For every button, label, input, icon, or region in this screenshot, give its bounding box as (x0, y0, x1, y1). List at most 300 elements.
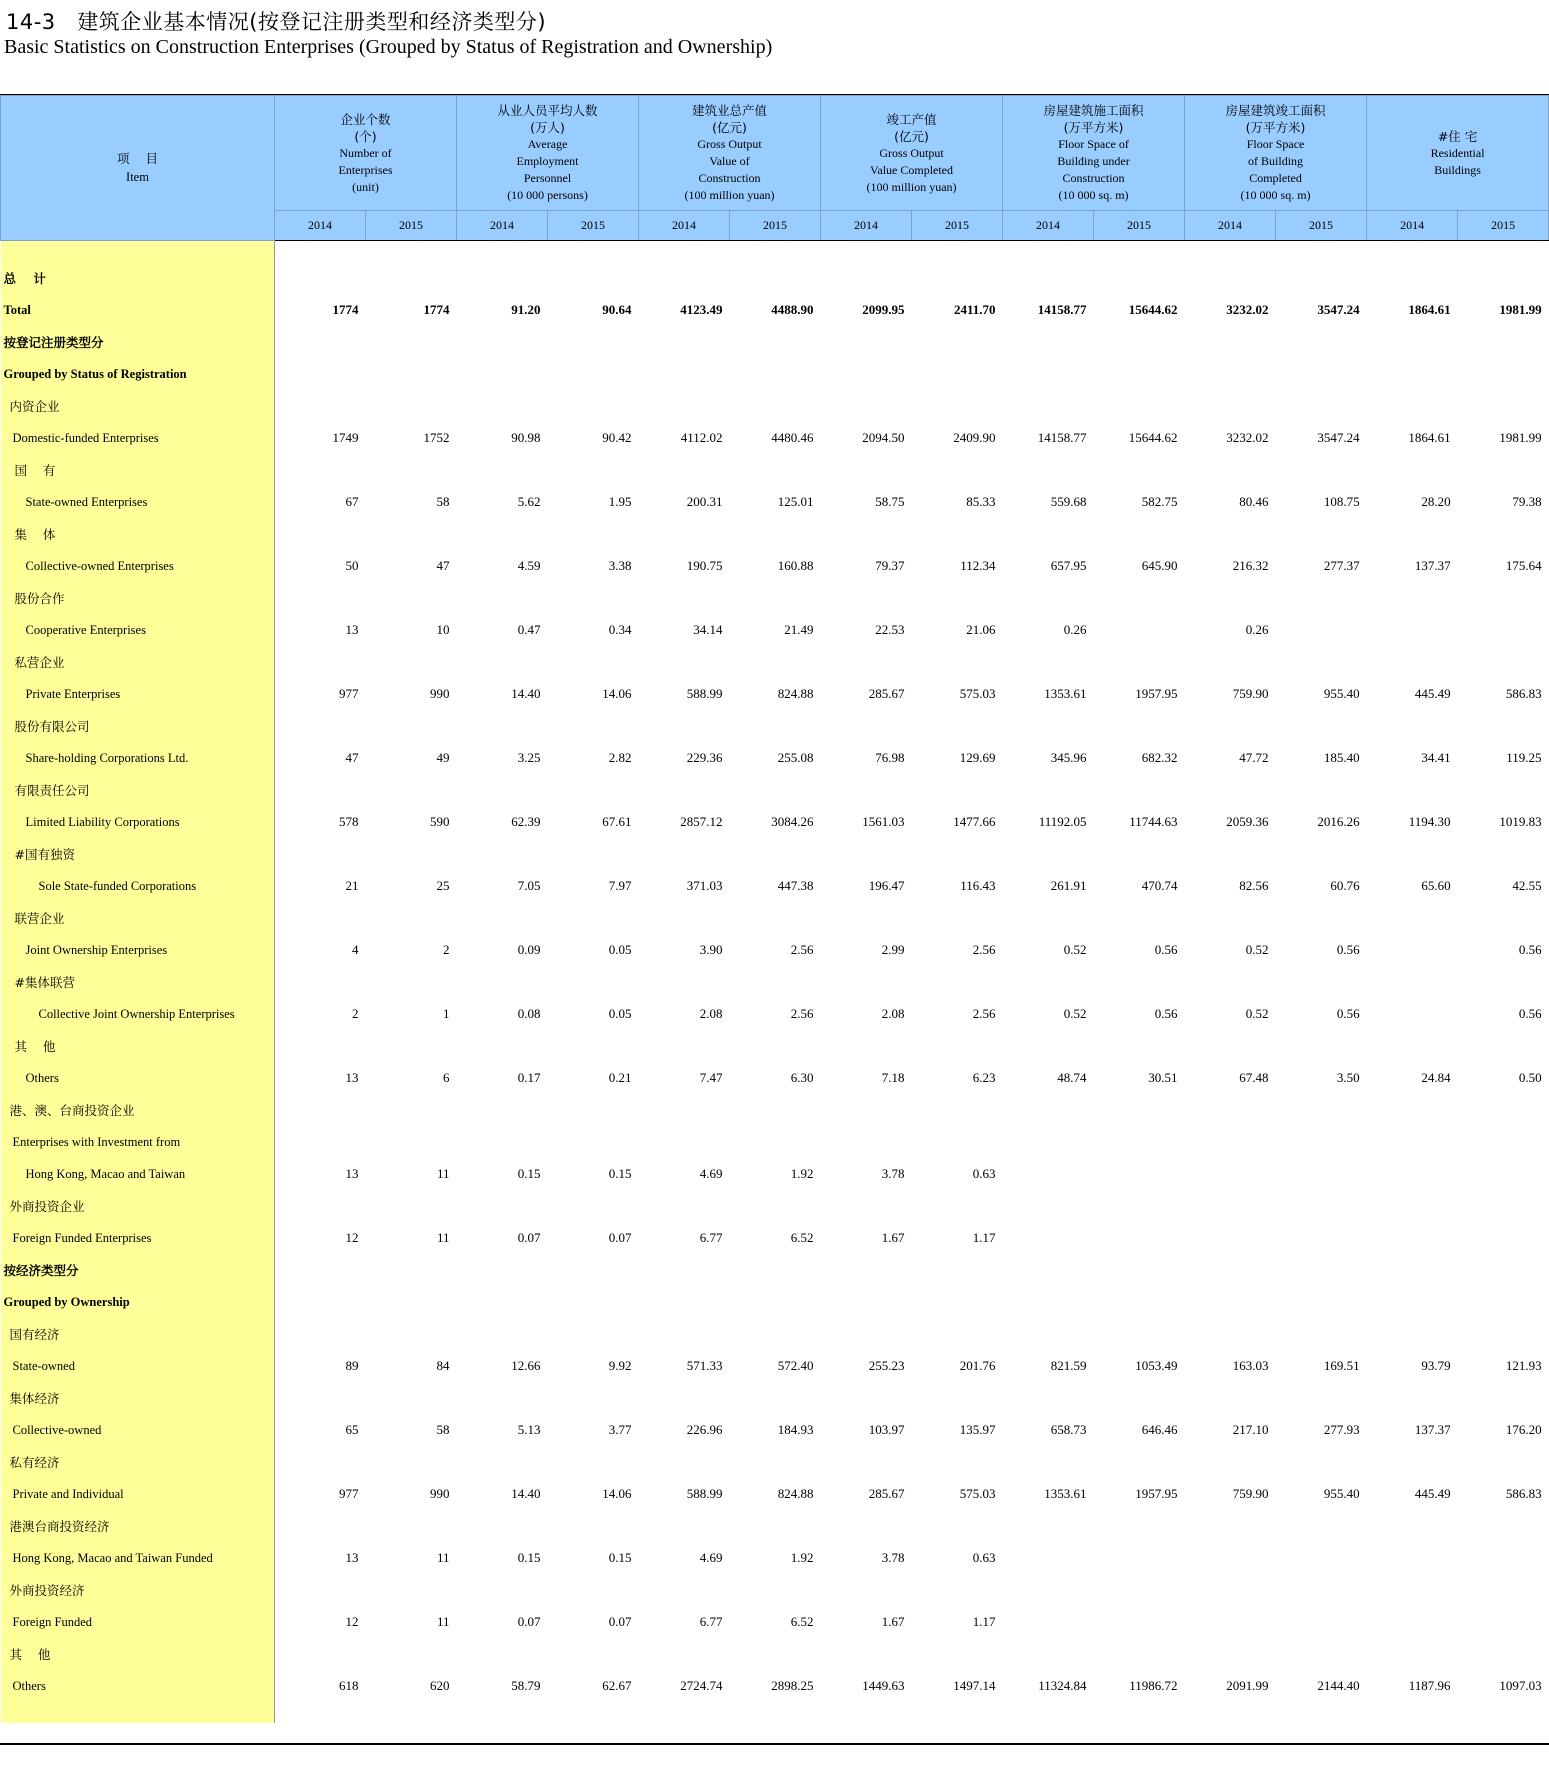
table-cell: 7.05 (517, 878, 541, 893)
table-cell (1367, 326, 1458, 358)
table-cell (821, 1254, 912, 1286)
table-cell: 190.75 (686, 558, 723, 573)
table-cell: 1.92 (790, 1550, 814, 1565)
row-label: Cooperative Enterprises (1, 614, 275, 646)
table-cell (366, 774, 457, 806)
table-cell (457, 1510, 548, 1542)
table-cell (275, 710, 366, 742)
table-cell (1094, 774, 1185, 806)
table-cell (912, 646, 1003, 678)
table-cell: 4.59 (517, 558, 541, 573)
table-cell (548, 1126, 639, 1158)
table-cell (912, 710, 1003, 742)
statistics-table-wrapper (0, 95, 1549, 1723)
table-cell: 30.51 (1148, 1070, 1178, 1085)
table-cell (1094, 1254, 1185, 1286)
table-cell (366, 902, 457, 934)
table-cell: 0.21 (608, 1070, 632, 1085)
table-cell (457, 262, 548, 294)
table-cell: 47 (345, 750, 359, 765)
table-cell (1276, 1542, 1367, 1574)
table-cell (1094, 1158, 1185, 1190)
table-cell (1185, 454, 1276, 486)
table-cell (366, 582, 457, 614)
table-cell (730, 1446, 821, 1478)
table-cell: 21 (345, 878, 359, 893)
table-cell: 108.75 (1323, 494, 1360, 509)
table-cell: 34.14 (693, 622, 723, 637)
table-cell (912, 1382, 1003, 1414)
table-cell: 3.38 (608, 558, 632, 573)
table-cell (912, 966, 1003, 998)
row-label: 外商投资企业 (1, 1190, 275, 1222)
table-cell: 119.25 (1506, 750, 1542, 765)
table-cell (1458, 1286, 1549, 1318)
header-year: 2015 (912, 211, 1003, 241)
table-cell (1458, 646, 1549, 678)
table-cell: 184.93 (777, 1422, 814, 1437)
table-cell (730, 1382, 821, 1414)
table-cell (1094, 1094, 1185, 1126)
table-cell (639, 582, 730, 614)
table-cell (1367, 582, 1458, 614)
table-cell (730, 966, 821, 998)
table-cell (1185, 518, 1276, 550)
table-cell (457, 646, 548, 678)
header-year: 2015 (1276, 211, 1367, 241)
table-cell (548, 1254, 639, 1286)
table-cell (730, 262, 821, 294)
header-unit-cn: (万平方米) (1063, 120, 1124, 135)
table-cell: 572.40 (777, 1358, 814, 1373)
table-cell: 58.75 (875, 494, 905, 509)
table-cell: 4123.49 (680, 302, 723, 317)
table-cell (275, 241, 366, 263)
table-row (1, 241, 1549, 263)
table-cell (1003, 1510, 1094, 1542)
table-cell (1367, 1094, 1458, 1126)
table-cell (548, 1638, 639, 1670)
table-cell: 3084.26 (771, 814, 814, 829)
table-row (1, 486, 1549, 518)
header-unit-cn: (个) (354, 128, 377, 144)
table-cell: 1353.61 (1044, 686, 1087, 701)
row-label: 有限责任公司 (1, 774, 275, 806)
table-cell (1003, 1254, 1094, 1286)
table-cell: 277.37 (1323, 558, 1360, 573)
table-cell: 21.06 (966, 622, 996, 637)
table-cell: 5.62 (517, 494, 541, 509)
table-cell (457, 1638, 548, 1670)
table-cell: 2724.74 (680, 1678, 723, 1693)
table-cell (1276, 582, 1367, 614)
table-cell (639, 1702, 730, 1723)
header-unit-cn: (万人) (530, 120, 565, 135)
table-cell (1458, 1094, 1549, 1126)
table-cell (1003, 390, 1094, 422)
table-cell (275, 1318, 366, 1350)
table-cell: 0.50 (1518, 1070, 1542, 1085)
table-cell: 4112.02 (680, 430, 723, 445)
table-cell: 58.79 (511, 1678, 541, 1693)
table-cell: 7.18 (881, 1070, 905, 1085)
header-value-completed (821, 96, 1003, 211)
table-cell (275, 1638, 366, 1670)
header-label-en: Gross Output (879, 145, 944, 160)
table-cell: 196.47 (868, 878, 905, 893)
table-cell: 67.48 (1239, 1070, 1269, 1085)
table-cell (1276, 262, 1367, 294)
table-cell (1003, 646, 1094, 678)
table-cell (1276, 454, 1367, 486)
table-cell (1367, 241, 1458, 263)
table-cell: 0.56 (1518, 942, 1542, 957)
table-cell (1003, 1318, 1094, 1350)
table-cell: 216.32 (1232, 558, 1269, 573)
table-cell (1185, 1158, 1276, 1190)
table-cell: 67.61 (602, 814, 632, 829)
table-cell (1458, 1542, 1549, 1574)
table-cell (639, 1286, 730, 1318)
table-cell (912, 1510, 1003, 1542)
table-cell: 10 (436, 622, 450, 637)
table-cell (366, 1382, 457, 1414)
table-cell: 229.36 (686, 750, 723, 765)
header-label-en: (10 000 sq. m) (1240, 188, 1311, 202)
table-title-cn-text: 建筑企业基本情况(按登记注册类型和经济类型分) (77, 10, 547, 34)
table-cell (821, 1286, 912, 1318)
table-cell (912, 774, 1003, 806)
table-cell (821, 1702, 912, 1723)
table-cell (1094, 1382, 1185, 1414)
table-cell: 62.67 (602, 1678, 632, 1693)
table-cell (912, 1702, 1003, 1723)
table-cell (1367, 934, 1458, 966)
table-cell: 201.76 (959, 1358, 996, 1373)
table-cell: 15644.62 (1128, 430, 1178, 445)
table-cell (1003, 774, 1094, 806)
table-cell (275, 390, 366, 422)
table-cell (1185, 1318, 1276, 1350)
header-label-en: Residential (1430, 145, 1485, 160)
table-cell (1094, 358, 1185, 390)
table-cell: 824.88 (777, 1486, 814, 1501)
table-cell (548, 390, 639, 422)
header-label-cn: 建筑业总产值 (692, 103, 768, 118)
table-cell (821, 1318, 912, 1350)
row-label: Sole State-funded Corporations (1, 870, 275, 902)
table-cell: 21.49 (784, 622, 814, 637)
table-cell (1185, 710, 1276, 742)
table-cell (1367, 838, 1458, 870)
table-cell (639, 1126, 730, 1158)
table-row (1, 1318, 1549, 1350)
table-cell (1276, 1446, 1367, 1478)
table-row (1, 1062, 1549, 1094)
table-cell (639, 1510, 730, 1542)
table-cell (457, 582, 548, 614)
table-row (1, 1350, 1549, 1382)
table-cell (457, 1190, 548, 1222)
header-year: 2014 (1003, 211, 1094, 241)
table-cell: 657.95 (1050, 558, 1087, 573)
table-cell (639, 1446, 730, 1478)
table-cell (275, 1094, 366, 1126)
table-cell (639, 902, 730, 934)
header-year: 2015 (1094, 211, 1185, 241)
table-cell (366, 241, 457, 263)
table-cell (275, 966, 366, 998)
table-row (1, 646, 1549, 678)
table-cell: 176.20 (1505, 1422, 1542, 1437)
table-cell: 93.79 (1421, 1358, 1451, 1373)
table-cell (639, 1190, 730, 1222)
table-cell (366, 966, 457, 998)
table-cell (366, 646, 457, 678)
table-cell (366, 1030, 457, 1062)
table-cell: 24.84 (1421, 1070, 1451, 1085)
table-row (1, 262, 1549, 294)
table-row (1, 614, 1549, 646)
table-cell: 103.97 (868, 1422, 905, 1437)
table-cell (548, 1574, 639, 1606)
table-cell (1003, 1606, 1094, 1638)
table-cell (730, 1510, 821, 1542)
table-cell: 11324.84 (1038, 1678, 1087, 1693)
table-cell (1003, 1030, 1094, 1062)
table-cell: 1864.61 (1408, 430, 1451, 445)
table-cell (1003, 1574, 1094, 1606)
table-cell: 2059.36 (1226, 814, 1269, 829)
table-cell (639, 838, 730, 870)
table-cell: 1.17 (972, 1230, 996, 1245)
table-cell (1185, 582, 1276, 614)
table-cell (1367, 1574, 1458, 1606)
table-cell (548, 838, 639, 870)
table-cell (1276, 1254, 1367, 1286)
table-cell (912, 390, 1003, 422)
table-cell (1003, 1286, 1094, 1318)
table-cell: 90.64 (602, 302, 632, 317)
table-cell (1003, 966, 1094, 998)
table-cell (457, 1446, 548, 1478)
table-cell (457, 390, 548, 422)
table-row (1, 422, 1549, 454)
table-cell (457, 1126, 548, 1158)
row-label: Total (1, 294, 275, 326)
header-label-en: (10 000 sq. m) (1058, 188, 1129, 202)
table-cell: 645.90 (1141, 558, 1178, 573)
header-label-en: Enterprises (338, 162, 393, 177)
header-year: 2014 (821, 211, 912, 241)
table-cell: 0.07 (608, 1230, 632, 1245)
header-label-cn: #住 宅 (1437, 128, 1478, 144)
table-cell (366, 1190, 457, 1222)
table-cell (1458, 1510, 1549, 1542)
table-cell: 3.90 (699, 942, 723, 957)
table-cell: 185.40 (1323, 750, 1360, 765)
row-label: Grouped by Ownership (1, 1286, 275, 1318)
row-label: Foreign Funded (1, 1606, 275, 1638)
table-cell (457, 241, 548, 263)
table-cell (1276, 646, 1367, 678)
table-cell: 6.77 (699, 1614, 723, 1629)
table-cell: 575.03 (959, 686, 996, 701)
table-cell (639, 774, 730, 806)
table-cell: 0.17 (517, 1070, 541, 1085)
table-cell: 658.73 (1050, 1422, 1087, 1437)
table-cell (912, 1030, 1003, 1062)
table-row (1, 454, 1549, 486)
table-cell (366, 1126, 457, 1158)
table-cell (275, 1510, 366, 1542)
table-cell (730, 710, 821, 742)
header-label-en: Completed (1249, 171, 1302, 185)
table-cell: 22.53 (875, 622, 905, 637)
table-cell (1003, 1190, 1094, 1222)
table-cell: 14.06 (602, 1486, 632, 1501)
table-cell: 0.15 (517, 1166, 541, 1181)
table-cell: 447.38 (777, 878, 814, 893)
table-cell (730, 1030, 821, 1062)
row-label: 按登记注册类型分 (1, 326, 275, 358)
table-cell (366, 390, 457, 422)
table-cell (1094, 582, 1185, 614)
header-label-en: Construction (698, 171, 761, 185)
table-cell: 285.67 (868, 686, 905, 701)
row-label: 集体经济 (1, 1382, 275, 1414)
table-cell (730, 518, 821, 550)
table-cell (457, 774, 548, 806)
table-cell: 0.63 (972, 1166, 996, 1181)
table-row (1, 934, 1549, 966)
row-label: #国有独资 (1, 838, 275, 870)
table-cell: 65 (345, 1422, 359, 1437)
table-cell: 586.83 (1505, 686, 1542, 701)
table-cell (548, 1190, 639, 1222)
row-label: 其 他 (1, 1030, 275, 1062)
table-cell (1276, 1158, 1367, 1190)
table-cell (1276, 1318, 1367, 1350)
table-cell (275, 1286, 366, 1318)
table-cell (1367, 1318, 1458, 1350)
table-cell (457, 1702, 548, 1723)
table-cell (730, 358, 821, 390)
table-cell (912, 241, 1003, 263)
table-cell: 2.82 (608, 750, 632, 765)
row-label: Collective Joint Ownership Enterprises (1, 998, 275, 1030)
table-cell (1367, 1126, 1458, 1158)
table-cell (821, 646, 912, 678)
table-cell (1367, 902, 1458, 934)
table-cell (1367, 1702, 1458, 1723)
table-cell: 0.07 (608, 1614, 632, 1629)
table-cell: 160.88 (777, 558, 814, 573)
table-cell: 1981.99 (1499, 302, 1542, 317)
table-cell (1003, 241, 1094, 263)
table-cell (639, 326, 730, 358)
table-cell: 50 (345, 558, 359, 573)
table-cell (1458, 838, 1549, 870)
table-cell (821, 326, 912, 358)
table-cell (821, 454, 912, 486)
table-cell (275, 262, 366, 294)
table-row (1, 1702, 1549, 1723)
table-cell (912, 518, 1003, 550)
table-cell (457, 1574, 548, 1606)
header-label-en: Personnel (523, 171, 572, 185)
table-cell: 163.03 (1232, 1358, 1269, 1373)
row-label: State-owned (1, 1350, 275, 1382)
header-label-cn: 企业个数 (340, 111, 391, 127)
table-cell (1458, 710, 1549, 742)
table-cell: 13 (345, 1070, 359, 1085)
table-cell: 82.56 (1239, 878, 1269, 893)
table-cell (1094, 646, 1185, 678)
table-cell (275, 454, 366, 486)
table-cell (1367, 710, 1458, 742)
table-cell: 575.03 (959, 1486, 996, 1501)
table-cell (639, 262, 730, 294)
table-cell: 91.20 (511, 302, 541, 317)
table-cell: 0.56 (1518, 1006, 1542, 1021)
table-cell (275, 838, 366, 870)
table-cell: 79.38 (1512, 494, 1542, 509)
table-cell (1367, 1606, 1458, 1638)
table-cell (457, 454, 548, 486)
table-cell: 0.05 (608, 1006, 632, 1021)
table-cell (1458, 518, 1549, 550)
row-label: Limited Liability Corporations (1, 806, 275, 838)
header-unit-cn: (亿元) (712, 120, 747, 135)
table-cell: 2 (352, 1006, 359, 1021)
table-cell (639, 966, 730, 998)
table-cell (730, 241, 821, 263)
table-cell (1094, 390, 1185, 422)
table-row (1, 1478, 1549, 1510)
table-cell: 1 (443, 1006, 450, 1021)
table-cell (1367, 1446, 1458, 1478)
table-number: 14-3 (6, 10, 56, 34)
table-cell: 445.49 (1414, 1486, 1451, 1501)
header-label-cn: 从业人员平均人数 (497, 103, 598, 118)
table-row (1, 1446, 1549, 1478)
table-cell (730, 1638, 821, 1670)
table-cell: 2.99 (881, 942, 905, 957)
table-row (1, 1510, 1549, 1542)
table-row (1, 1670, 1549, 1702)
table-cell: 13 (345, 622, 359, 637)
table-cell (1276, 1094, 1367, 1126)
table-cell (1458, 326, 1549, 358)
table-cell (1094, 614, 1185, 646)
table-cell (1276, 1222, 1367, 1254)
table-cell: 11 (436, 1166, 450, 1181)
table-row (1, 838, 1549, 870)
table-cell (639, 1574, 730, 1606)
row-label: Hong Kong, Macao and Taiwan Funded (1, 1542, 275, 1574)
table-cell (1185, 774, 1276, 806)
table-cell (366, 454, 457, 486)
table-cell (1276, 710, 1367, 742)
table-cell: 6.23 (972, 1070, 996, 1085)
table-cell (730, 1126, 821, 1158)
table-cell (548, 710, 639, 742)
table-cell: 618 (339, 1678, 359, 1693)
table-cell: 2 (443, 942, 450, 957)
table-cell (1367, 774, 1458, 806)
header-label-en: (unit) (352, 179, 379, 194)
